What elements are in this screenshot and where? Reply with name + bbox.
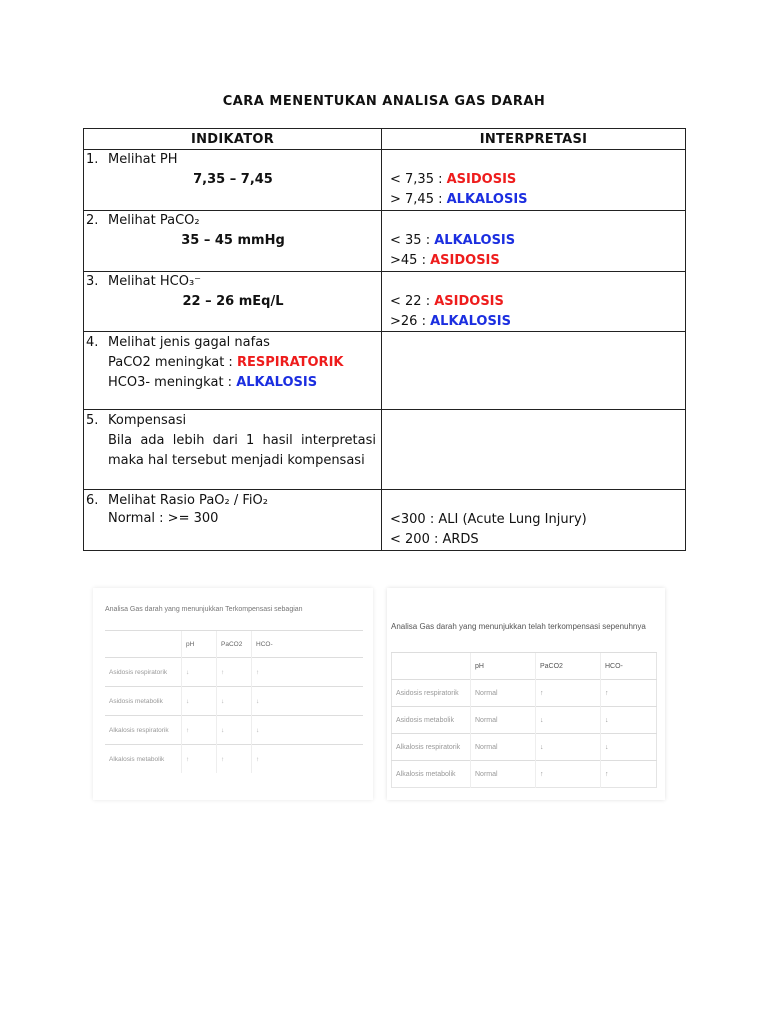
row-number: 5. bbox=[86, 413, 99, 428]
screenshot-title: Analisa Gas darah yang menunjukkan telah terkompensasi sepenuhnya bbox=[391, 622, 646, 631]
normal-range: 35 – 45 mmHg bbox=[181, 233, 285, 248]
detail-line: PaCO2 meningkat : RESPIRATORIK bbox=[108, 355, 344, 370]
detail-line: Bila ada lebih dari 1 hasil interpretasi bbox=[108, 433, 376, 448]
interp-line: >26 : ALKALOSIS bbox=[390, 314, 512, 329]
arrow-icon: ↓ bbox=[217, 716, 252, 745]
arrow-icon: ↑ bbox=[252, 745, 364, 774]
interp-line: < 7,35 : ASIDOSIS bbox=[390, 172, 517, 187]
row-label: Melihat PH bbox=[108, 152, 178, 167]
interpretasi-cell bbox=[382, 211, 686, 272]
table-row bbox=[84, 332, 686, 410]
arrow-icon: ↑ bbox=[217, 745, 252, 774]
table-row bbox=[84, 410, 686, 490]
arrow-icon: ↑ bbox=[252, 658, 364, 687]
arrow-icon: ↓ bbox=[536, 734, 601, 761]
header-interpretasi: INTERPRETASI bbox=[382, 129, 686, 150]
interp-line: >45 : ASIDOSIS bbox=[390, 253, 500, 268]
arrow-icon: ↓ bbox=[601, 707, 657, 734]
table-row: Asidosis respiratorik Normal ↑ ↑ bbox=[392, 680, 657, 707]
table-row bbox=[84, 272, 686, 332]
interpretasi-cell-empty bbox=[382, 410, 686, 490]
arrow-icon: ↓ bbox=[252, 687, 364, 716]
status-asidosis: ASIDOSIS bbox=[446, 172, 517, 187]
screenshot-full-compensation bbox=[387, 588, 665, 800]
screenshot-partial-compensation bbox=[93, 588, 373, 800]
table-header-row: pH PaCO2 HCO- bbox=[105, 631, 363, 658]
arrow-icon: ↑ bbox=[536, 680, 601, 707]
row-label: Melihat jenis gagal nafas bbox=[108, 335, 270, 350]
page-title: CARA MENENTUKAN ANALISA GAS DARAH bbox=[222, 94, 546, 109]
arrow-icon: ↑ bbox=[182, 716, 217, 745]
interpretasi-cell-empty bbox=[382, 332, 686, 410]
arrow-icon: ↓ bbox=[536, 707, 601, 734]
table-row: Alkalosis respiratorik ↑ ↓ ↓ bbox=[105, 716, 363, 745]
row-number: 3. bbox=[86, 274, 99, 289]
normal-range: 7,35 – 7,45 bbox=[193, 172, 273, 187]
table-row: Asidosis respiratorik ↓ ↑ ↑ bbox=[105, 658, 363, 687]
row-label: Melihat PaCO₂ bbox=[108, 213, 200, 228]
table-row: Asidosis metabolik ↓ ↓ ↓ bbox=[105, 687, 363, 716]
indikator-cell bbox=[84, 410, 382, 490]
status-alkalosis: ALKALOSIS bbox=[434, 233, 516, 248]
indikator-cell bbox=[84, 272, 382, 332]
status-alkalosis: ALKALOSIS bbox=[236, 375, 318, 390]
table-row: Asidosis metabolik Normal ↓ ↓ bbox=[392, 707, 657, 734]
status-asidosis: ASIDOSIS bbox=[434, 294, 504, 309]
arrow-icon: ↓ bbox=[217, 687, 252, 716]
indikator-cell bbox=[84, 211, 382, 272]
row-number: 4. bbox=[86, 335, 99, 350]
table-row bbox=[84, 490, 686, 551]
interp-line: <300 : ALI (Acute Lung Injury) bbox=[390, 512, 587, 527]
arrow-icon: ↑ bbox=[536, 761, 601, 788]
row-label: Melihat HCO₃⁻ bbox=[108, 274, 202, 289]
arrow-icon: ↓ bbox=[252, 716, 364, 745]
arrow-icon: ↓ bbox=[182, 687, 217, 716]
row-number: 2. bbox=[86, 213, 99, 228]
row-label: Kompensasi bbox=[108, 413, 187, 428]
normal-value: Normal : >= 300 bbox=[108, 511, 219, 526]
interp-line: < 35 : ALKALOSIS bbox=[390, 233, 516, 248]
header-indikator: INDIKATOR bbox=[84, 129, 382, 150]
interp-line: < 22 : ASIDOSIS bbox=[390, 294, 504, 309]
indikator-cell bbox=[84, 490, 382, 551]
status-alkalosis: ALKALOSIS bbox=[446, 192, 528, 207]
table-row bbox=[84, 150, 686, 211]
row-number: 6. bbox=[86, 493, 99, 508]
interp-line: < 200 : ARDS bbox=[390, 532, 479, 547]
row-label: Melihat Rasio PaO₂ / FiO₂ bbox=[108, 493, 268, 508]
arrow-icon: ↑ bbox=[217, 658, 252, 687]
table-row: Alkalosis respiratorik Normal ↓ ↓ bbox=[392, 734, 657, 761]
indikator-cell bbox=[84, 332, 382, 410]
arrow-icon: ↑ bbox=[601, 761, 657, 788]
table-row bbox=[84, 211, 686, 272]
arrow-icon: ↑ bbox=[182, 745, 217, 774]
interp-line: > 7,45 : ALKALOSIS bbox=[390, 192, 528, 207]
table-row: Alkalosis metabolik Normal ↑ ↑ bbox=[392, 761, 657, 788]
arrow-icon: ↓ bbox=[601, 734, 657, 761]
table-header-row: pH PaCO2 HCO- bbox=[392, 653, 657, 680]
interpretasi-cell bbox=[382, 272, 686, 332]
interpretasi-cell bbox=[382, 490, 686, 551]
screenshot-title: Analisa Gas darah yang menunjukkan Terkompensasi sebagian bbox=[105, 606, 303, 613]
normal-range: 22 – 26 mEq/L bbox=[182, 294, 284, 309]
arrow-icon: ↓ bbox=[182, 658, 217, 687]
compensation-table bbox=[105, 630, 363, 773]
detail-line: maka hal tersebut menjadi kompensasi bbox=[108, 453, 365, 468]
arrow-icon: ↑ bbox=[601, 680, 657, 707]
table-row: Alkalosis metabolik ↑ ↑ ↑ bbox=[105, 745, 363, 774]
interpretation-table bbox=[83, 128, 686, 551]
row-number: 1. bbox=[86, 152, 99, 167]
status-alkalosis: ALKALOSIS bbox=[430, 314, 512, 329]
interpretasi-cell bbox=[382, 150, 686, 211]
detail-line: HCO3- meningkat : ALKALOSIS bbox=[108, 375, 318, 390]
status-respiratorik: RESPIRATORIK bbox=[236, 355, 344, 370]
indikator-cell bbox=[84, 150, 382, 211]
status-asidosis: ASIDOSIS bbox=[430, 253, 500, 268]
compensation-table bbox=[391, 652, 657, 788]
